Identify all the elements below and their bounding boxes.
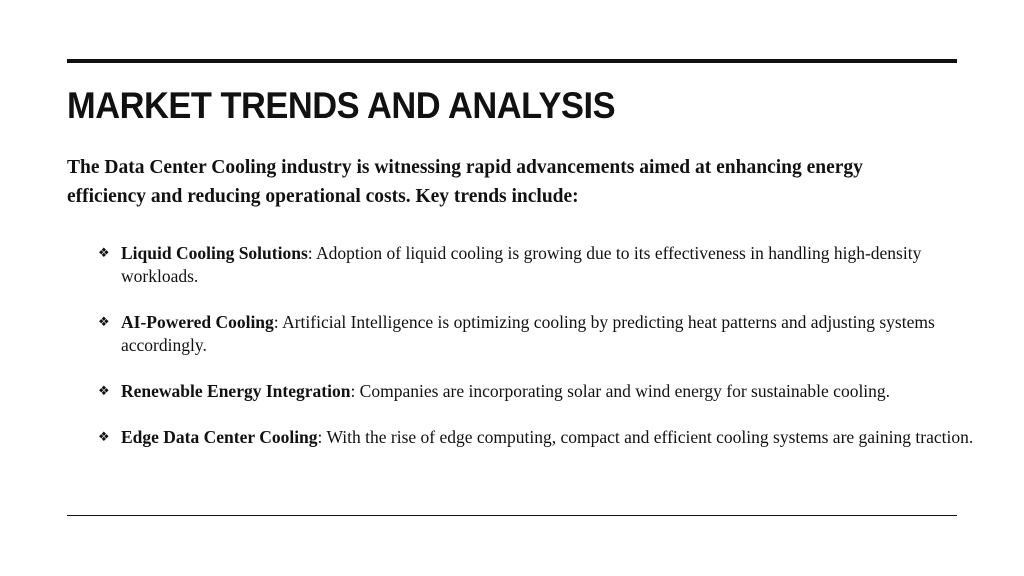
bottom-divider	[67, 515, 957, 516]
trend-term: Liquid Cooling Solutions	[121, 243, 308, 263]
slide-title: MARKET TRENDS AND ANALYSIS	[67, 85, 616, 126]
trend-item-renewable-energy	[98, 380, 978, 403]
trend-description: : Artificial Intelligence is optimizing cooling by predicting heat patterns and adjusting systems accordingly.	[121, 312, 935, 355]
trend-list	[98, 242, 978, 472]
intro-paragraph: The Data Center Cooling industry is witnessing rapid advancements aimed at enhancing energy efficiency and reducing operational costs. Key trends include:	[67, 157, 863, 207]
diamond-bullet-icon: ❖	[98, 246, 110, 261]
trend-description: : Adoption of liquid cooling is growing due to its effectiveness in handling high-density workloads.	[121, 243, 922, 286]
diamond-bullet-icon: ❖	[98, 430, 110, 445]
trend-item-liquid-cooling	[98, 242, 978, 288]
diamond-bullet-icon: ❖	[98, 315, 110, 330]
trend-item-edge-cooling	[98, 426, 978, 449]
trend-term: Edge Data Center Cooling	[121, 427, 318, 447]
trend-term: Renewable Energy Integration	[121, 381, 351, 401]
top-divider	[67, 59, 957, 63]
diamond-bullet-icon: ❖	[98, 384, 110, 399]
trend-term: AI-Powered Cooling	[121, 312, 274, 332]
trend-item-ai-cooling	[98, 311, 978, 357]
trend-description: : With the rise of edge computing, compact and efficient cooling systems are gaining traction.	[317, 427, 974, 447]
trend-description: : Companies are incorporating solar and wind energy for sustainable cooling.	[350, 381, 891, 401]
